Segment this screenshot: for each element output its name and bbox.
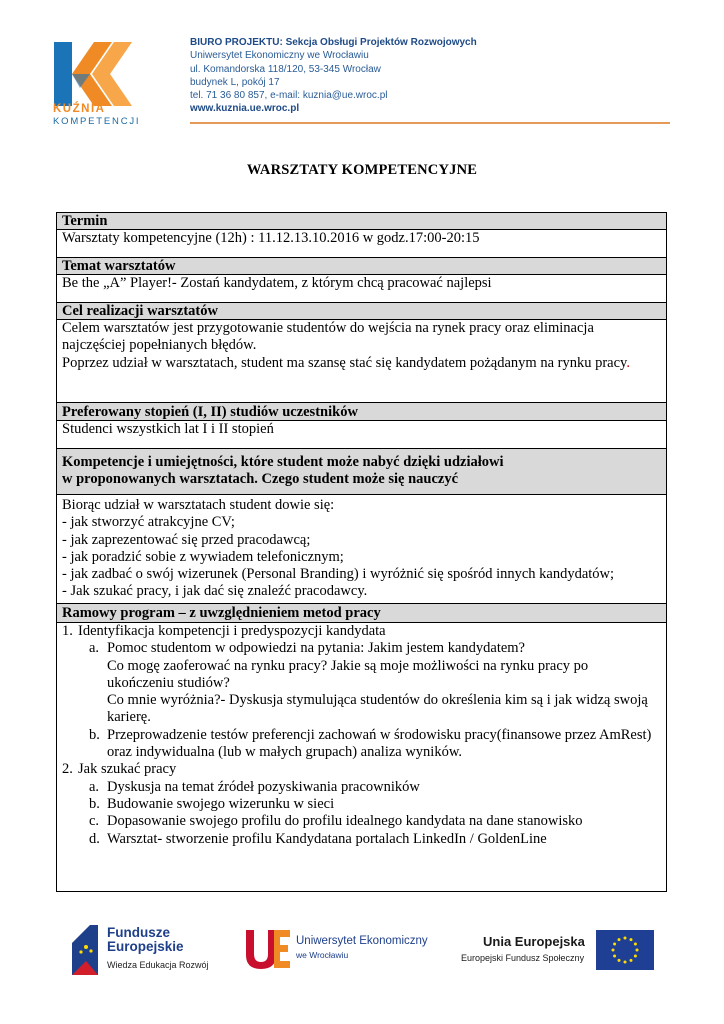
termin-heading: Termin bbox=[57, 213, 666, 230]
program-subitem-body bbox=[107, 727, 651, 762]
program-item-number: 2. bbox=[62, 761, 73, 778]
competences-heading-line: Kompetencje i umiejętności, które student może nabyć dzięki udziałowi bbox=[62, 454, 504, 470]
university-line: Uniwersytet Ekonomiczny we Wrocławiu bbox=[190, 50, 369, 62]
topic-value: Be the „A” Player!- Zostań kandydatem, z którym chcą pracować najlepsi bbox=[57, 275, 666, 303]
website-link[interactable]: www.kuznia.ue.wroc.pl bbox=[190, 103, 300, 115]
fe-logo-text: Fundusze bbox=[107, 925, 170, 940]
goal-heading: Cel realizacji warsztatów bbox=[57, 303, 666, 320]
logo-text-kuznia: KUŹNIA bbox=[53, 103, 106, 115]
program-subitem-letter: b. bbox=[89, 726, 100, 743]
competences-line: - Jak szukać pracy, i jak dać się znaleźć pracodawcy. bbox=[62, 583, 368, 600]
fe-logo-text: Europejskie bbox=[107, 939, 184, 954]
room-line: budynek L, pokój 17 bbox=[190, 76, 280, 88]
program-subitem bbox=[62, 813, 661, 830]
ue-logo-subtitle: we Wrocławiu bbox=[296, 950, 349, 960]
program-value bbox=[57, 623, 666, 891]
logo-text-kompetencji: KOMPETENCJI bbox=[53, 116, 141, 127]
program-subitem-line: Budowanie swojego wizerunku w sieci bbox=[107, 795, 335, 812]
program-subitem bbox=[62, 727, 661, 762]
ue-wroclaw-logo-icon bbox=[244, 928, 292, 970]
bureau-line bbox=[190, 36, 477, 49]
bureau-name: Sekcja Obsługi Projektów Rozwojowych bbox=[282, 37, 477, 48]
phone-email-line[interactable]: tel. 71 36 80 857, e-mail: kuznia@ue.wroc.pl bbox=[190, 90, 388, 102]
competences-line: - jak stworzyć atrakcyjne CV; bbox=[62, 514, 235, 531]
program-subitem-line: Co mnie wyróżnia?- Dyskusja stymulująca studentów do określenia kim są i jak widzą swoją bbox=[107, 692, 648, 709]
program-subitem-line: Pomoc studentom w odpowiedzi na pytania: Jakim jestem kandydatem? bbox=[107, 640, 525, 657]
page-title: WARSZTATY KOMPETENCYJNE bbox=[246, 162, 478, 178]
program-subitem bbox=[62, 831, 661, 848]
program-subitem bbox=[62, 640, 661, 726]
topic-heading: Temat warsztatów bbox=[57, 258, 666, 275]
program-subitem-letter: d. bbox=[89, 830, 100, 847]
goal-line: najczęściej popełnianych błędów. bbox=[62, 337, 257, 354]
address-line: ul. Komandorska 118/120, 53-345 Wrocław bbox=[190, 63, 381, 75]
program-subitem-line: oraz indywidualna (lub w małych grupach) analiza wyników. bbox=[107, 744, 462, 761]
goal-line-period: . bbox=[626, 354, 630, 371]
termin-value: Warsztaty kompetencyjne (12h) : 11.12.13.10.2016 w godz.17:00-20:15 bbox=[57, 230, 666, 258]
program-subitem-line: Co mogę zaoferować na rynku pracy? Jakie są moje możliwości na rynku pracy po bbox=[107, 657, 589, 674]
competences-line: - jak zaprezentować się przed pracodawcą; bbox=[62, 531, 311, 548]
header-divider bbox=[190, 122, 670, 124]
level-value: Studenci wszystkich lat I i II stopień bbox=[57, 421, 666, 449]
competences-heading-line: w proponowanych warsztatach. Czego student może się nauczyć bbox=[62, 471, 459, 488]
program-item-text: Jak szukać pracy bbox=[78, 761, 177, 778]
program-subitem-line: Warsztat- stworzenie profilu Kandydatana portalach LinkedIn / GoldenLine bbox=[107, 830, 547, 847]
program-item bbox=[62, 761, 661, 778]
goal-value bbox=[57, 320, 666, 403]
program-subitem-line: Dyskusja na temat źródeł pozyskiwania pracowników bbox=[107, 778, 420, 795]
contact-block bbox=[190, 36, 477, 116]
goal-line: Celem warsztatów jest przygotowanie studentów do wejścia na rynek pracy oraz eliminacja bbox=[62, 320, 594, 336]
program-subitem-line: Przeprowadzenie testów preferencji zachowań w środowisku pracy(finansowe przez AmRest) bbox=[107, 726, 652, 743]
fundusze-europejskie-logo-icon bbox=[72, 925, 98, 975]
competences-value bbox=[57, 495, 666, 604]
goal-line bbox=[62, 355, 661, 372]
program-item-number: 1. bbox=[62, 623, 73, 639]
program-subitem-body bbox=[107, 640, 648, 726]
funding-logos bbox=[0, 925, 724, 985]
program-subitem-letter: b. bbox=[89, 795, 100, 812]
program-heading: Ramowy program – z uwzględnieniem metod pracy bbox=[57, 604, 666, 623]
program-subitem-letter: a. bbox=[89, 778, 100, 795]
program-subitem bbox=[62, 779, 661, 796]
fe-logo-subtitle: Wiedza Edukacja Rozwój bbox=[107, 960, 209, 970]
bureau-label: BIURO PROJEKTU: bbox=[190, 37, 283, 48]
program-subitem-line: ukończeniu studiów? bbox=[107, 674, 230, 691]
eu-logo-subtitle: Europejski Fundusz Społeczny bbox=[461, 953, 585, 963]
program-subitem-letter: a. bbox=[89, 640, 100, 657]
program-subitem bbox=[62, 796, 661, 813]
program-item-text: Identyfikacja kompetencji i predyspozycji kandydata bbox=[78, 623, 386, 639]
eu-flag-icon bbox=[596, 930, 654, 970]
competences-heading bbox=[57, 449, 666, 495]
program-subitem-line: karierę. bbox=[107, 709, 151, 726]
goal-line-text: Poprzez udział w warsztatach, student ma szansę stać się kandydatem pożądanym na rynku pracy bbox=[62, 354, 627, 371]
competences-line: - jak poradzić sobie z wywiadem telefonicznym; bbox=[62, 548, 344, 565]
workshop-info-table bbox=[56, 212, 667, 892]
program-subitem-line: Dopasowanie swojego profilu do profilu idealnego kandydata na dane stanowisko bbox=[107, 813, 583, 830]
ue-logo-text: Uniwersytet Ekonomiczny bbox=[296, 935, 428, 947]
competences-line: - jak zadbać o swój wizerunek (Personal Branding) i wyróżnić się spośród innych kandydatów; bbox=[62, 566, 615, 583]
program-item bbox=[62, 623, 661, 640]
letterhead bbox=[50, 30, 670, 130]
level-heading: Preferowany stopień (I, II) studiów uczestników bbox=[57, 403, 666, 421]
eu-logo-text: Unia Europejska bbox=[483, 934, 585, 949]
competences-line: Biorąc udział w warsztatach student dowie się: bbox=[62, 497, 335, 513]
program-subitem-letter: c. bbox=[89, 813, 100, 830]
